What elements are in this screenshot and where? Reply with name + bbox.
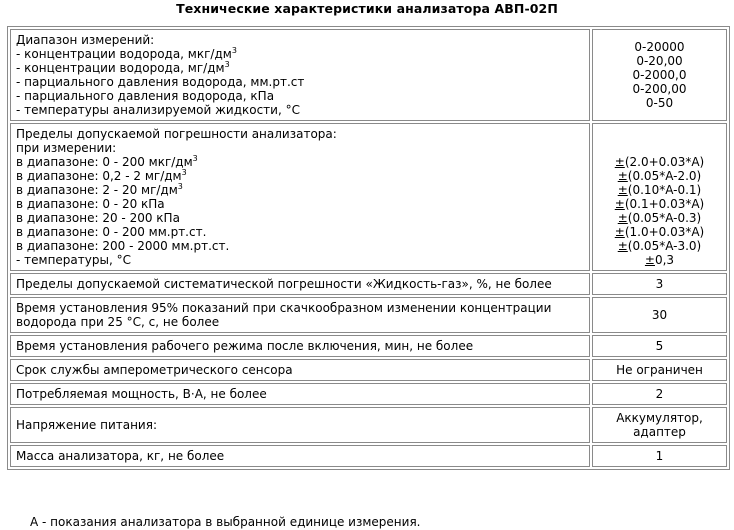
error-limits-labels — [10, 123, 590, 271]
error-value: ±(0.05*A-3.0) — [617, 239, 702, 253]
row-label: Время установления рабочего режима после включения, мин, не более — [10, 335, 590, 357]
table-row-supply — [10, 407, 727, 443]
table-row-power — [10, 383, 727, 405]
measurement-ranges-labels — [10, 29, 590, 121]
table-row-error-limits — [10, 123, 727, 271]
range-label: - температуры анализируемой жидкости, °С — [16, 103, 300, 117]
row-value: 5 — [592, 335, 727, 357]
row-value: Не ограничен — [592, 359, 727, 381]
error-range-label: в диапазоне: 0 - 200 мкг/$дм^3$ — [16, 154, 198, 169]
range-value: 0-200,00 — [632, 82, 687, 96]
page-title: Технические характеристики анализатора АВП-02П — [176, 1, 558, 16]
row-label: Потребляемая мощность, В·А, не более — [10, 383, 590, 405]
error-range-label: в диапазоне: 2 - 20 $мг/дм^3$ — [16, 182, 183, 197]
row-value: 1 — [592, 445, 727, 467]
range-label: - парциального давления водорода, мм.рт.ст — [16, 75, 305, 89]
table-row-warmup-time — [10, 335, 727, 357]
row-value: Аккумулятор, адаптер — [592, 407, 727, 443]
measurement-ranges-values — [592, 29, 727, 121]
range-label: - концентрации водорода, мкг/$дм^3$ — [16, 46, 237, 61]
footnote: А - показания анализатора в выбранной единице измерения. — [30, 515, 421, 529]
range-label: - концентрации водорода, $мг/дм^3$ — [16, 60, 230, 75]
error-value: ±(0.05*A-0.3) — [617, 211, 702, 225]
range-value: 0-20000 — [634, 40, 685, 54]
error-limits-values — [592, 123, 727, 271]
error-range-label: в диапазоне: 20 - 200 кПа — [16, 211, 180, 225]
row-value: 2 — [592, 383, 727, 405]
measurement-ranges-heading: Диапазон измерений: — [16, 33, 155, 47]
error-limits-subheading: при измерении: — [16, 141, 117, 155]
error-value: ±(1.0+0.03*A) — [614, 225, 705, 239]
error-value: ±(2.0+0.03*A) — [614, 155, 705, 169]
row-value: 30 — [592, 297, 727, 333]
row-label: Пределы допускаемой систематической погрешности «Жидкость-газ», %, не более — [10, 273, 590, 295]
row-label: Срок службы амперометрического сенсора — [10, 359, 590, 381]
specifications-table — [7, 26, 730, 470]
error-range-label: в диапазоне: 0 - 200 мм.рт.ст. — [16, 225, 207, 239]
error-range-label: в диапазоне: 0,2 - 2 $мг/дм^3$ — [16, 168, 187, 183]
range-value: 0-2000,0 — [632, 68, 687, 82]
table-row-sensor-life — [10, 359, 727, 381]
row-value: 3 — [592, 273, 727, 295]
table-row-measurement-ranges — [10, 29, 727, 121]
row-label: Масса анализатора, кг, не более — [10, 445, 590, 467]
range-label: - парциального давления водорода, кПа — [16, 89, 275, 103]
row-label: Время установления 95% показаний при скачкообразном изменении концентрации водорода при 25 °С, с, не более — [10, 297, 590, 333]
error-value: ±(0.05*A-2.0) — [617, 169, 702, 183]
error-limits-heading: Пределы допускаемой погрешности анализатора: — [16, 127, 337, 141]
range-value: 0-50 — [645, 96, 674, 110]
error-value: ±(0.10*A-0.1) — [617, 183, 702, 197]
table-row-mass — [10, 445, 727, 467]
table-row-settling-time — [10, 297, 727, 333]
range-value: 0-20,00 — [636, 54, 683, 68]
error-range-label: - температуры, °С — [16, 253, 131, 267]
table-row-systematic-error — [10, 273, 727, 295]
row-label: Напряжение питания: — [10, 407, 590, 443]
error-value: ±(0.1+0.03*A) — [614, 197, 705, 211]
error-range-label: в диапазоне: 0 - 20 кПа — [16, 197, 165, 211]
error-value: ±0,3 — [644, 253, 675, 267]
error-range-label: в диапазоне: 200 - 2000 мм.рт.ст. — [16, 239, 230, 253]
